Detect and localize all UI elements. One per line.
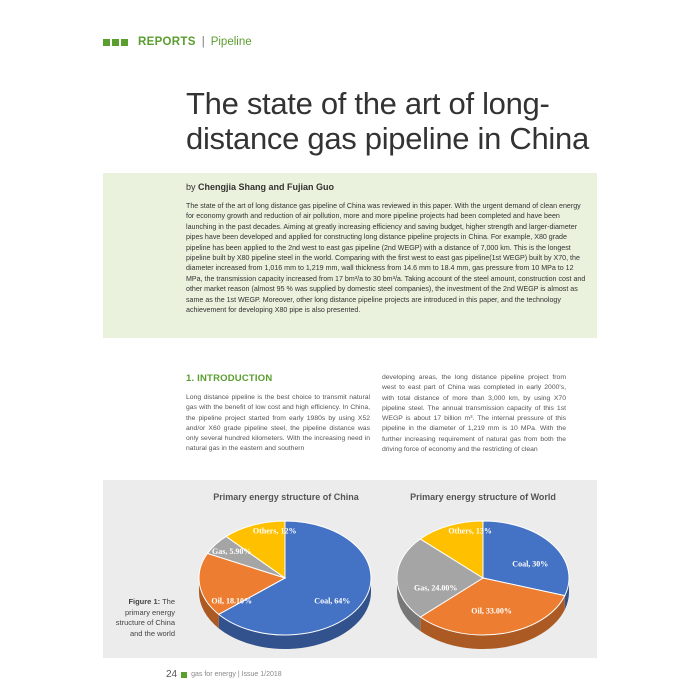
abstract-text: The state of the art of long distance gas pipeline of China was reviewed in this paper. With the urgent demand of clean energy for economy growth and reduction of air pollution, more and more pipeline projects had been completed and have been launching in the past decades. Aiming at greatly increasing efficiency and saving budget, higher strength and larger-diameter pipes have been developed and applied for constructing long distance pipeline projects in China. For example, X80 grade pipeline has been applied to the 2nd west to east gas pipeline (2nd WEGP) with a distance of 7,000 km. This is the longest pipeline built by X80 pipeline steel in the world. Comparing with the first west to east gas pipeline(1st WEGP) built by X70, the diameter increased from 1,016 mm to 1,219 mm, wall thickness from 14.6 mm to 18.4 mm, gas pressure from 10 MPa to 12 MPa, the transmission capacity increased from 17 bm³/a to 30 bm³/a. Taking account of the steel amount, construction cost and other market reason (almost 95 % was supplied by domestic steel companies), the investment of the 2nd WEGP is almost as same as the 1st WEGP. Moreover, other long distance pipeline projects are introduced in this paper, and the technology achievement for developing X80 pipe is also presented. [186,202,586,315]
figure-caption [110,597,175,639]
page-footer [166,669,282,680]
pie-label-gas: Gas, 24.00% [414,583,458,593]
header-square-icon [121,39,128,46]
pie-chart-world [397,521,569,649]
body-paragraph: Long distance pipeline is the best choice to transmit natural gas with the benefit of low cost and high efficiency. In China, the pipeline project started from early 1980s by using X52 and/or X60 grade pipeline steel, the pipeline distance was only several hundred kilometers. With the increasing need in natural gas in the eastern and southern [186,394,370,453]
journal-info: gas for energy | Issue 1/2018 [191,671,282,678]
subsection-label: Pipeline [210,36,252,48]
figure-panel [103,480,597,658]
body-column-left [186,373,370,455]
byline [186,182,334,192]
pie-chart-china [199,521,371,649]
body-column-right [382,373,566,455]
pie-label-coal: Coal, 64% [314,596,351,606]
header-separator: | [201,36,205,48]
section-label: REPORTS [138,36,196,48]
byline-prefix: by [186,182,196,192]
page-header [103,36,252,48]
body-paragraph: developing areas, the long distance pipeline project from west to east part of China was completed in early 2000's, with total distance of more than 3,000 km, by using X70 pipeline steel. The annual transmission capacity of this 1st WEGP is about 17 billion m³. The internal pressure of this pipeline in the diameter of 1,219 mm is 10 MPa. With the further increasing requirement of natural gas from both the driving force of economy and the restricting of clean [382,374,566,454]
pie-label-gas: Gas, 5.90% [212,547,252,557]
pie-charts [103,480,597,658]
page-number: 24 [166,669,178,680]
chart-title-china: Primary energy structure of China [213,492,359,502]
authors: Chengjia Shang and Fujian Guo [198,182,335,192]
footer-square-icon [181,672,187,678]
pie-label-others: Others, 13% [448,526,492,536]
header-square-icon [112,39,119,46]
article-title: The state of the art of long-distance gas pipeline in China [186,86,589,156]
figure-label: Figure 1: [128,597,161,606]
figure-caption-text: The primary energy structure of China and the world [115,597,175,638]
chart-title-world: Primary energy structure of World [410,492,556,502]
header-square-icon [103,39,110,46]
pie-label-oil: Oil, 18.10% [211,596,253,606]
pie-label-coal: Coal, 30% [512,559,549,569]
pie-label-oil: Oil, 33.00% [471,606,512,616]
section-heading: 1. INTRODUCTION [186,373,273,384]
pie-label-others: Others, 12% [252,526,297,536]
